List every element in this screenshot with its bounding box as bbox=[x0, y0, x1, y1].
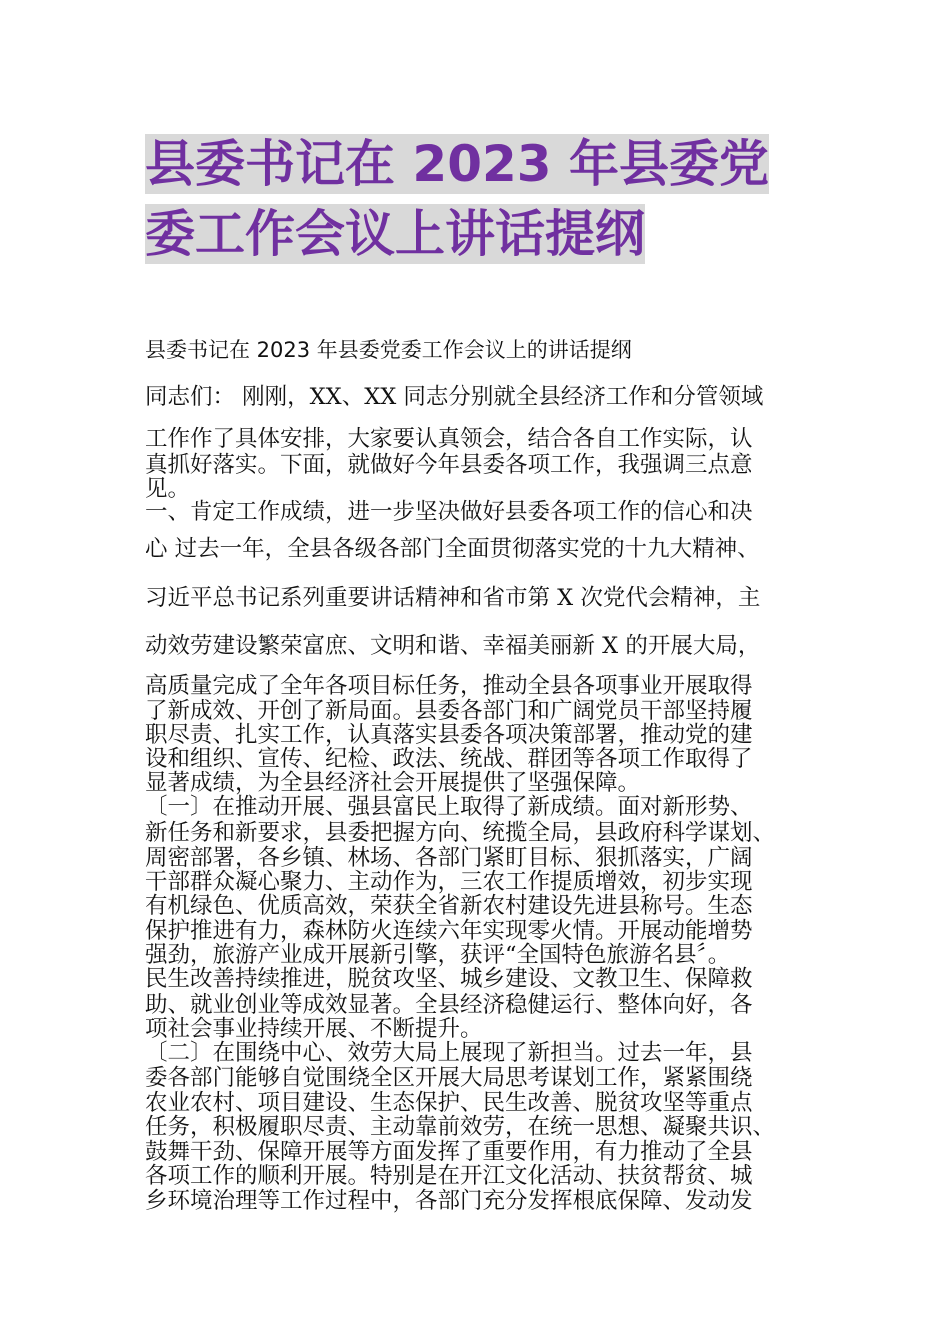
body-line: 鼓舞干劲、保障开展等方面发挥了重要作用，有力推动了全县 bbox=[145, 1139, 753, 1165]
document-subtitle: 县委书记在 2023 年县委党委工作会议上的讲话提纲 bbox=[145, 338, 632, 362]
body-line: 有机绿色、优质高效，荣获全省新农村建设先进县称号。生态 bbox=[145, 893, 753, 919]
body-line: 各项工作的顺利开展。特别是在开江文化活动、扶贫帮贫、城 bbox=[145, 1163, 753, 1189]
body-line: 保护推进有力，森林防火连续六年实现零火情。开展动能增势 bbox=[145, 918, 753, 944]
body-line: 项社会事业持续开展、不断提升。 bbox=[145, 1016, 483, 1042]
body-line: 一、肯定工作成绩，进一步坚决做好县委各项工作的信心和决 bbox=[145, 499, 753, 525]
body-line: 高质量完成了全年各项目标任务，推动全县各项事业开展取得 bbox=[145, 673, 753, 699]
body-line: 农业农村、项目建设、生态保护、民生改善、脱贫攻坚等重点 bbox=[145, 1090, 753, 1116]
body-line: 委各部门能够自觉围绕全区开展大局思考谋划工作，紧紧围绕 bbox=[145, 1065, 753, 1091]
body-line: 习近平总书记系列重要讲话精神和省市第 X 次党代会精神，主 bbox=[145, 585, 761, 611]
body-line: 〔二〕在围绕中心、效劳大局上展现了新担当。过去一年，县 bbox=[145, 1040, 753, 1066]
document-title-line-2: 委工作会议上讲话提纲 bbox=[145, 205, 645, 263]
body-line: 见。 bbox=[145, 476, 191, 502]
body-line: 了新成效、开创了新局面。县委各部门和广阔党员干部坚持履 bbox=[145, 698, 753, 724]
body-line: 心 过去一年，全县各级各部门全面贯彻落实党的十九大精神、 bbox=[145, 536, 760, 562]
body-line: 周密部署，各乡镇、林场、各部门紧盯目标、狠抓落实，广阔 bbox=[145, 845, 753, 871]
body-line: 干部群众凝心聚力、主动作为，三农工作提质增效，初步实现 bbox=[145, 869, 753, 895]
body-line: 设和组织、宣传、纪检、政法、统战、群团等各项工作取得了 bbox=[145, 746, 753, 772]
body-line: 新任务和新要求，县委把握方向、统揽全局，县政府科学谋划、 bbox=[145, 820, 776, 846]
body-line: 任务，积极履职尽责、主动靠前效劳，在统一思想、凝聚共识、 bbox=[145, 1114, 776, 1140]
document-title-line-1: 县委书记在 2023 年县委党 bbox=[145, 135, 769, 193]
body-line: 职尽责、扎实工作，认真落实县委各项决策部署，推动党的建 bbox=[145, 722, 753, 748]
body-line: 工作作了具体安排，大家要认真领会，结合各自工作实际，认 bbox=[145, 426, 753, 452]
body-line: 〔一〕在推动开展、强县富民上取得了新成绩。面对新形势、 bbox=[145, 794, 753, 820]
body-line: 强劲，旅游产业成开展新引擎，获评“全国特色旅游名县〞。 bbox=[145, 942, 731, 968]
body-line: 动效劳建设繁荣富庶、文明和谐、幸福美丽新 X 的开展大局， bbox=[145, 633, 761, 659]
body-line: 乡环境治理等工作过程中，各部门充分发挥根底保障、发动发 bbox=[145, 1188, 753, 1214]
body-line: 民生改善持续推进，脱贫攻坚、城乡建设、文教卫生、保障救 bbox=[145, 966, 753, 992]
body-line: 助、就业创业等成效显著。全县经济稳健运行、整体向好，各 bbox=[145, 992, 753, 1018]
body-line: 显著成绩，为全县经济社会开展提供了坚强保障。 bbox=[145, 770, 641, 796]
body-line: 同志们： 刚刚，XX、XX 同志分别就全县经济工作和分管领域 bbox=[145, 384, 764, 410]
body-line: 真抓好落实。下面，就做好今年县委各项工作，我强调三点意 bbox=[145, 452, 753, 478]
